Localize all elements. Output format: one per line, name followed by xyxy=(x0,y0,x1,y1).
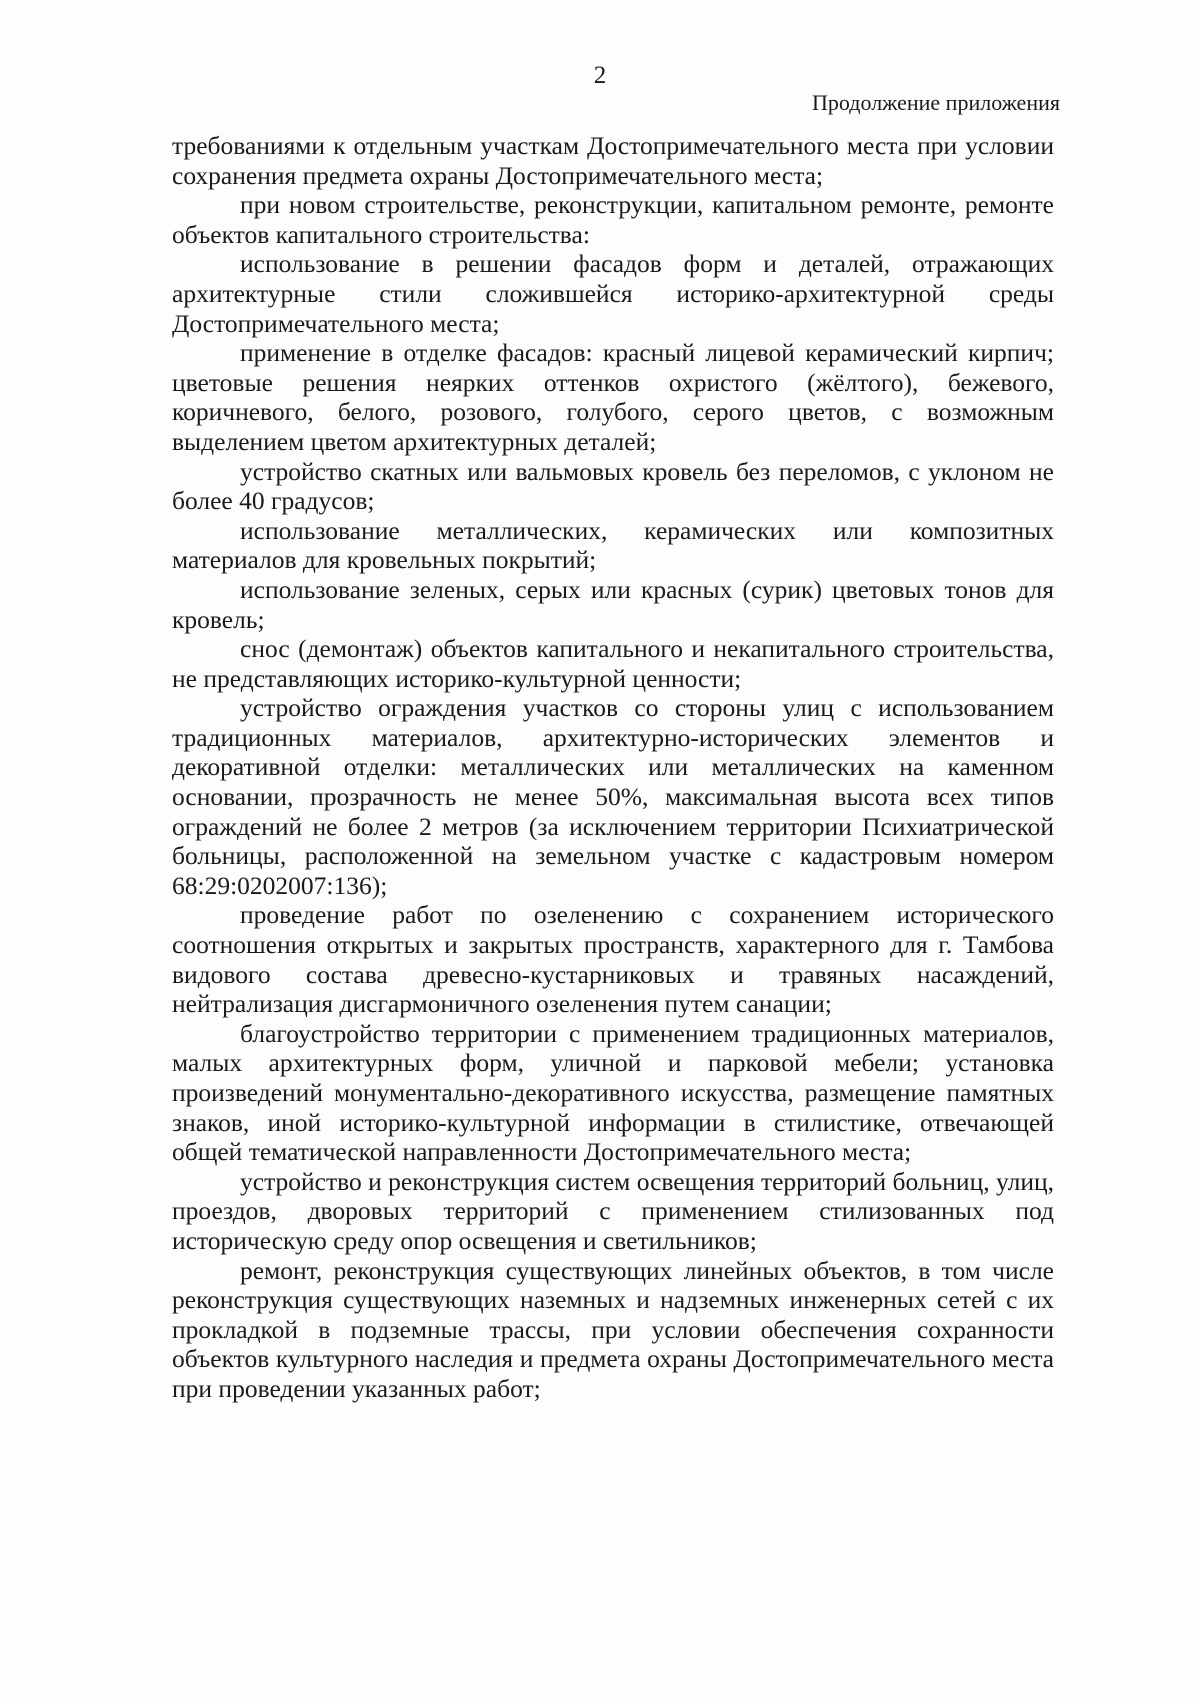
paragraph: применение в отделке фасадов: красный лицевой керамический кирпич; цветовые решения неярких оттенков охристого (жёлтого), бежевого, коричневого, белого, розового, голубого, серого цветов, с возможным выделением цветом архитектурных деталей; xyxy=(172,338,1054,456)
paragraph: при новом строительстве, реконструкции, капитальном ремонте, ремонте объектов капитального строительства: xyxy=(172,190,1054,249)
paragraph: устройство скатных или вальмовых кровель без переломов, с уклоном не более 40 градусов; xyxy=(172,456,1054,516)
paragraph: требованиями к отдельным участкам Достопримечательного места при условии сохранения предмета охраны Достопримечательного места; xyxy=(172,131,1054,190)
paragraph: использование зеленых, серых или красных (сурик) цветовых тонов для кровель; xyxy=(172,574,1054,634)
paragraph: устройство ограждения участков со стороны улиц с использованием традиционных материалов, архитектурно-исторических элементов и декоративной отделки: металлических или металлических на каменном основании, прозрачность не менее 50%, максимальная высота всех типов ограждений не более 2 метров (за исключением территории Психиатрической больницы, расположенной на земельном участке с кадастровым номером 68:29:0202007:136); xyxy=(172,693,1054,900)
header-note: Продолжение приложения xyxy=(812,90,1060,115)
paragraph: благоустройство территории с применением традиционных материалов, малых архитектурных форм, уличной и парковой мебели; установка произведений монументально-декоративного искусства, размещение памятных знаков, иной историко-культурной информации в стилистике, отвечающей общей тематической направленности Достопримечательного места; xyxy=(172,1018,1054,1167)
page-number: 2 xyxy=(593,62,607,89)
paragraph: проведение работ по озеленению с сохранением исторического соотношения открытых и закрытых пространств, характерного для г. Тамбова видового состава древесно-кустарниковых и травяных насаждений, нейтрализация дисгармоничного озеленения путем санации; xyxy=(172,900,1054,1019)
paragraph: использование металлических, керамических или композитных материалов для кровельных покрытий; xyxy=(172,515,1054,575)
paragraph: снос (демонтаж) объектов капитального и некапитального строительства, не представляющих историко-культурной ценности; xyxy=(172,634,1054,693)
body-text xyxy=(172,131,1054,1404)
paragraph: устройство и реконструкция систем освещения территорий больниц, улиц, проездов, дворовых территорий с применением стилизованных под историческую среду опор освещения и светильников; xyxy=(172,1166,1054,1255)
paragraph: использование в решении фасадов форм и деталей, отражающих архитектурные стили сложившейся историко-архитектурной среды Достопримечательного места; xyxy=(172,249,1054,338)
paragraph: ремонт, реконструкция существующих линейных объектов, в том числе реконструкция существующих наземных и надземных инженерных сетей с их прокладкой в подземные трассы, при условии обеспечения сохранности объектов культурного наследия и предмета охраны Достопримечательного места при проведении указанных работ; xyxy=(172,1255,1054,1403)
